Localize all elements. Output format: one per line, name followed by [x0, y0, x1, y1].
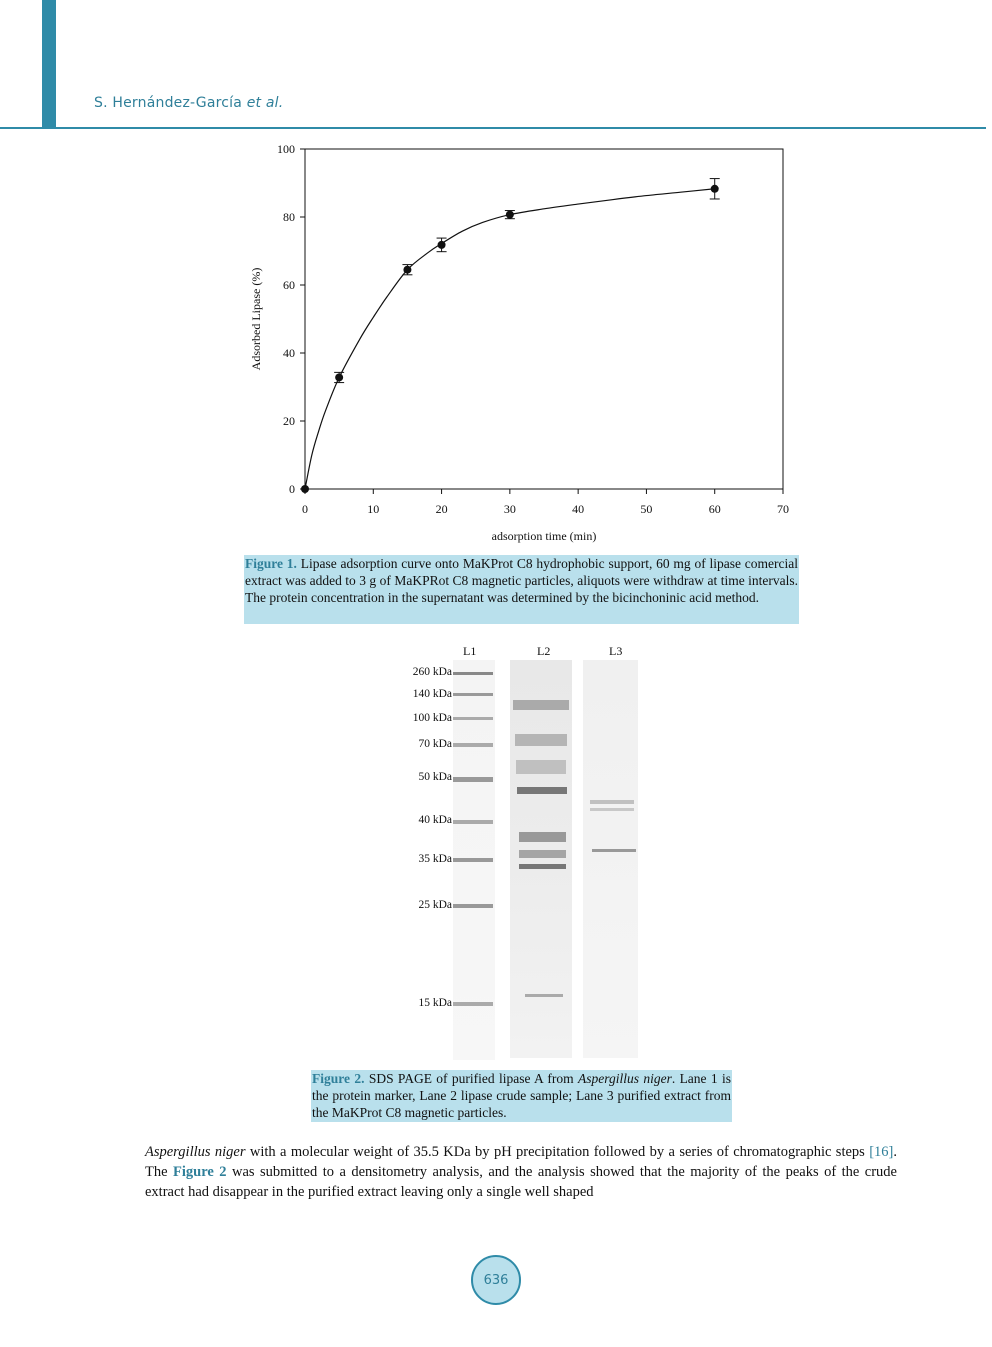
x-tick-label: 70 [777, 502, 789, 516]
purified-band [590, 808, 634, 811]
body-text-a: with a molecular weight of 35.5 KDa by pH precipitation followed by a series of chromatographic steps [245, 1144, 870, 1160]
page-number: 636 [471, 1255, 521, 1305]
marker-label-50: 50 kDa [418, 771, 452, 783]
x-tick-label: 20 [435, 502, 448, 516]
marker-band [453, 1002, 493, 1006]
crude-band [515, 734, 567, 746]
purified-band [592, 849, 636, 852]
crude-band [519, 832, 566, 842]
running-head [94, 95, 283, 111]
crude-band [513, 700, 569, 710]
crude-band [519, 850, 566, 858]
citation-link[interactable]: [16] [869, 1144, 894, 1160]
sds-page-gel [380, 642, 660, 1062]
marker-band [453, 904, 493, 908]
marker-band [453, 717, 493, 720]
marker-label-70: 70 kDa [418, 738, 452, 750]
marker-band [453, 672, 493, 675]
x-axis-label: adsorption time (min) [491, 529, 597, 543]
x-tick-label: 50 [640, 502, 653, 516]
figure2-species: Aspergillus niger [578, 1071, 672, 1086]
y-axis-label: Adsorbed Lipase (%) [249, 267, 263, 371]
data-point [335, 373, 343, 381]
data-point [301, 485, 309, 493]
marker-label-100: 100 kDa [412, 712, 452, 724]
x-tick-label: 40 [572, 502, 585, 516]
crude-band [516, 760, 566, 774]
x-tick-label: 10 [367, 502, 380, 516]
y-tick-label: 20 [283, 414, 295, 428]
y-tick-label: 100 [277, 142, 295, 156]
figure2-link[interactable]: Figure 2 [173, 1164, 227, 1180]
marker-label-35: 35 kDa [418, 853, 452, 865]
marker-band [453, 820, 493, 824]
marker-label-40: 40 kDa [418, 814, 452, 826]
body-text-c: was submitted to a densitometry analysis, and the analysis showed that the majority of the peaks of the crude extract had disappear in the purified extract leaving only a single well shaped [145, 1164, 897, 1200]
lane-l3 [583, 660, 638, 1058]
y-tick-label: 0 [289, 482, 295, 496]
data-point [711, 185, 719, 193]
marker-label-15: 15 kDa [418, 997, 452, 1009]
crude-band [517, 787, 567, 794]
marker-band [453, 858, 493, 862]
marker-label-260: 260 kDa [412, 666, 452, 678]
lane-label-l1: L1 [463, 644, 477, 658]
x-tick-label: 60 [708, 502, 721, 516]
y-tick-label: 80 [283, 210, 295, 224]
lane-label-l3: L3 [609, 644, 623, 658]
data-point [403, 266, 411, 274]
figure1-caption [244, 555, 799, 624]
crude-band [519, 864, 566, 869]
adsorption-chart [230, 138, 800, 550]
header-rule [0, 127, 986, 129]
body-species: Aspergillus niger [145, 1144, 246, 1160]
marker-label-140: 140 kDa [412, 688, 452, 700]
lane-label-l2: L2 [537, 644, 551, 658]
figure2-label: Figure 2. [312, 1071, 365, 1086]
y-tick-label: 40 [283, 346, 295, 360]
y-tick-label: 60 [283, 278, 295, 292]
figure1-label: Figure 1. [245, 556, 297, 571]
purified-band [590, 800, 634, 804]
marker-label-25: 25 kDa [418, 899, 452, 911]
x-tick-label: 0 [302, 502, 308, 516]
marker-band [453, 777, 493, 782]
plot-frame [305, 149, 783, 489]
lane-l2 [510, 660, 572, 1058]
running-head-etal: et al. [246, 95, 284, 111]
x-tick-label: 30 [503, 502, 516, 516]
data-point [438, 241, 446, 249]
marker-band [453, 693, 493, 696]
figure2-text-b: . Lane 1 is the protein marker, Lane 2 lipase crude sample; Lane 3 purified extract from the MaKProt C8 magnetic particles. [312, 1071, 731, 1120]
figure2-text-a: SDS PAGE of purified lipase A from [364, 1071, 578, 1086]
body-paragraph [145, 1142, 897, 1202]
running-head-author: S. Hernández-García [94, 95, 243, 111]
body-text-b: . The [145, 1144, 897, 1180]
header-accent-bar [42, 0, 56, 127]
figure2-caption [311, 1070, 732, 1122]
fit-curve [305, 189, 715, 489]
marker-band [453, 743, 493, 747]
data-point [506, 211, 514, 219]
crude-band [525, 994, 563, 997]
figure1-text: Lipase adsorption curve onto MaKProt C8 hydrophobic support, 60 mg of lipase comercial extract was added to 3 g of MaKPRot C8 magnetic particles, aliquots were withdraw at time intervals. The protein concentration in the supernatant was determined by the bicinchoninic acid method. [245, 556, 798, 605]
